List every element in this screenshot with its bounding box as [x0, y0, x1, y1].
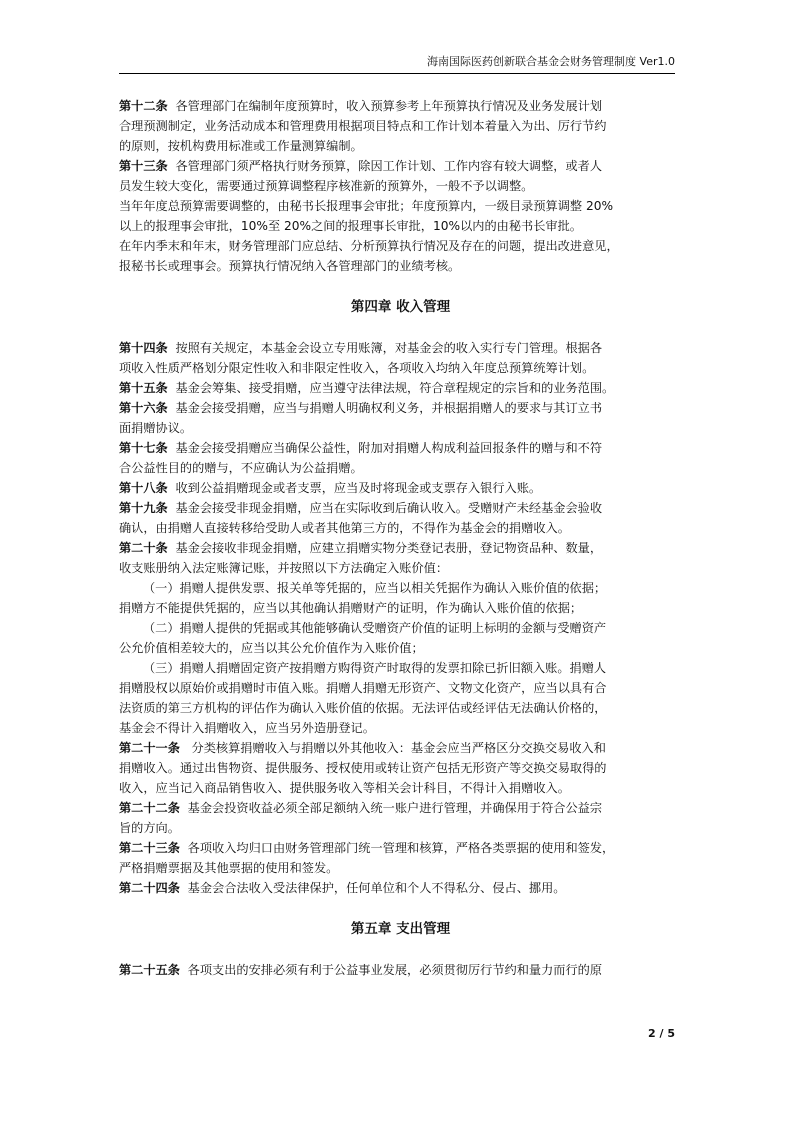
line-text: 各管理部门在编制年度预算时，收入预算参考上年预算执行情况及业务发展计划 — [167, 99, 603, 113]
line-text: （一）捐赠人提供发票、报关单等凭据的，应当以相关凭据作为确认入账价值的依据； — [143, 581, 607, 595]
line-text: 捐赠收入。通过出售物资、提供服务、授权使用或转让资产包括无形资产等交换交易取得的 — [119, 761, 607, 775]
line-text: 按照有关规定，本基金会设立专用账簿，对基金会的收入实行专门管理。根据各 — [167, 341, 603, 355]
text-line — [119, 618, 682, 638]
text-line — [119, 176, 682, 196]
line-text: 基金会接收非现金捐赠，应建立捐赠实物分类登记表册，登记物资品种、数量， — [167, 541, 603, 555]
line-text: 收支账册纳入法定账簿记账，并按照以下方法确定入账价值： — [119, 561, 449, 575]
line-text: 严格捐赠票据及其他票据的使用和签发。 — [119, 861, 339, 875]
line-text: 报秘书长或理事会。预算执行情况纳入各管理部门的业绩考核。 — [119, 259, 461, 273]
article-number: 第二十四条 — [119, 881, 180, 895]
text-line — [119, 136, 682, 156]
article-number: 第二十一条 — [119, 741, 180, 755]
article-number: 第十四条 — [119, 341, 168, 355]
header-title: 海南国际医药创新联合基金会财务管理制度 Ver1.0 — [427, 55, 675, 68]
article-line — [119, 338, 682, 358]
line-text: 以上的报理事会审批，10%至 20%之间的报理事长审批，10%以内的由秘书长审批。 — [119, 219, 582, 233]
line-text: （二）捐赠人提供的凭据或其他能够确认受赠资产价值的证明上标明的金额与受赠资产 — [143, 621, 607, 635]
chapter-heading: 第五章 支出管理 — [350, 921, 451, 937]
article-number: 第十六条 — [119, 401, 168, 415]
line-text: 确认，由捐赠人直接转移给受助人或者其他第三方的，不得作为基金会的捐赠收入。 — [119, 521, 570, 535]
line-text: 员发生较大变化，需要通过预算调整程序核准新的预算外，一般不予以调整。 — [119, 179, 534, 193]
article-line — [119, 498, 682, 518]
text-line — [119, 256, 682, 276]
line-text: 基金会接受非现金捐赠，应当在实际收到后确认收入。受赠财产未经基金会验收 — [167, 501, 603, 515]
text-line — [119, 818, 682, 838]
text-line — [119, 578, 682, 598]
article-number: 第十三条 — [119, 159, 168, 173]
page-header — [119, 47, 675, 74]
line-text: 面捐赠协议。 — [119, 421, 193, 435]
document-body — [119, 96, 682, 980]
line-text: 合理预测制定，业务活动成本和管理费用根据项目特点和工作计划本着量入为出、厉行节约 — [119, 119, 607, 133]
article-line — [119, 478, 682, 498]
spacer — [119, 318, 682, 338]
text-line — [119, 858, 682, 878]
page-number: 2 / 5 — [648, 1027, 675, 1040]
line-text: 基金会合法收入受法律保护，任何单位和个人不得私分、侵占、挪用。 — [179, 881, 566, 895]
text-line — [119, 236, 682, 256]
article-line — [119, 878, 682, 898]
line-text: 收入，应当记入商品销售收入、提供服务收入等相关会计科目，不得计入捐赠收入。 — [119, 781, 570, 795]
text-line — [119, 658, 682, 678]
article-line — [119, 538, 682, 558]
article-number: 第十二条 — [119, 99, 168, 113]
line-text: 基金会筹集、接受捐赠，应当遵守法律法规，符合章程规定的宗旨和的业务范围。 — [167, 381, 615, 395]
text-line — [119, 718, 682, 738]
text-line — [119, 518, 682, 538]
line-text: 各管理部门须严格执行财务预算，除因工作计划、工作内容有较大调整，或者人 — [167, 159, 603, 173]
line-text: 捐赠方不能提供凭据的，应当以其他确认捐赠财产的证明，作为确认入账价值的依据； — [119, 601, 583, 615]
article-line — [119, 738, 682, 758]
article-number: 第二十五条 — [119, 963, 180, 977]
text-line — [119, 358, 682, 378]
text-line — [119, 758, 682, 778]
article-line — [119, 378, 682, 398]
article-line — [119, 156, 682, 176]
line-text: 基金会接受捐赠应当确保公益性，附加对捐赠人构成利益回报条件的赠与和不符 — [167, 441, 603, 455]
line-text: 基金会不得计入捐赠收入，应当另外造册登记。 — [119, 721, 375, 735]
text-line — [119, 778, 682, 798]
article-line — [119, 960, 682, 980]
line-text: 捐赠股权以原始价或捐赠时市值入账。捐赠人捐赠无形资产、文物文化资产，应当以具有合 — [119, 681, 607, 695]
text-line — [119, 638, 682, 658]
article-number: 第十七条 — [119, 441, 168, 455]
text-line — [119, 698, 682, 718]
line-text: 收到公益捐赠现金或者支票，应当及时将现金或支票存入银行入账。 — [167, 481, 542, 495]
spacer — [119, 940, 682, 960]
article-number: 第二十条 — [119, 541, 168, 555]
line-text: 在年内季末和年末，财务管理部门应总结、分析预算执行情况及存在的问题，提出改进意见， — [119, 239, 619, 253]
text-line — [119, 678, 682, 698]
chapter-heading: 第四章 收入管理 — [350, 299, 451, 315]
line-text: 公允价值相差较大的，应当以其公允价值作为入账价值； — [119, 641, 424, 655]
article-number: 第十八条 — [119, 481, 168, 495]
line-text: 合公益性目的的赠与，不应确认为公益捐赠。 — [119, 461, 363, 475]
text-line — [119, 196, 682, 216]
article-line — [119, 96, 682, 116]
line-text: 的原则，按机构费用标准或工作量测算编制。 — [119, 139, 363, 153]
line-text: 分类核算捐赠收入与捐赠以外其他收入：基金会应当严格区分交换交易收入和 — [179, 741, 606, 755]
article-line — [119, 438, 682, 458]
article-number: 第十九条 — [119, 501, 168, 515]
article-line — [119, 398, 682, 418]
line-text: （三）捐赠人捐赠固定资产按捐赠方购得资产时取得的发票扣除已折旧额入账。捐赠人 — [143, 661, 607, 675]
line-text: 基金会接受捐赠，应当与捐赠人明确权利义务，并根据捐赠人的要求与其订立书 — [167, 401, 603, 415]
article-number: 第十五条 — [119, 381, 168, 395]
article-number: 第二十二条 — [119, 801, 180, 815]
spacer — [119, 898, 682, 918]
line-text: 当年年度总预算需要调整的，由秘书长报理事会审批；年度预算内，一级目录预算调整 20% — [119, 199, 614, 213]
spacer — [119, 276, 682, 296]
line-text: 法资质的第三方机构的评估作为确认入账价值的依据。无法评估或经评估无法确认价格的， — [119, 701, 607, 715]
text-line — [119, 458, 682, 478]
line-text: 基金会投资收益必须全部足额纳入统一账户进行管理，并确保用于符合公益宗 — [179, 801, 603, 815]
line-text: 项收入性质严格划分限定性收入和非限定性收入，各项收入均纳入年度总预算统筹计划。 — [119, 361, 595, 375]
text-line — [119, 418, 682, 438]
article-line — [119, 838, 682, 858]
text-line — [119, 598, 682, 618]
text-line — [119, 116, 682, 136]
line-text: 各项收入均归口由财务管理部门统一管理和核算，严格各类票据的使用和签发， — [179, 841, 615, 855]
text-line — [119, 216, 682, 236]
text-line — [119, 558, 682, 578]
article-number: 第二十三条 — [119, 841, 180, 855]
line-text: 旨的方向。 — [119, 821, 180, 835]
article-line — [119, 798, 682, 818]
line-text: 各项支出的安排必须有利于公益事业发展，必须贯彻厉行节约和量力而行的原 — [179, 963, 603, 977]
